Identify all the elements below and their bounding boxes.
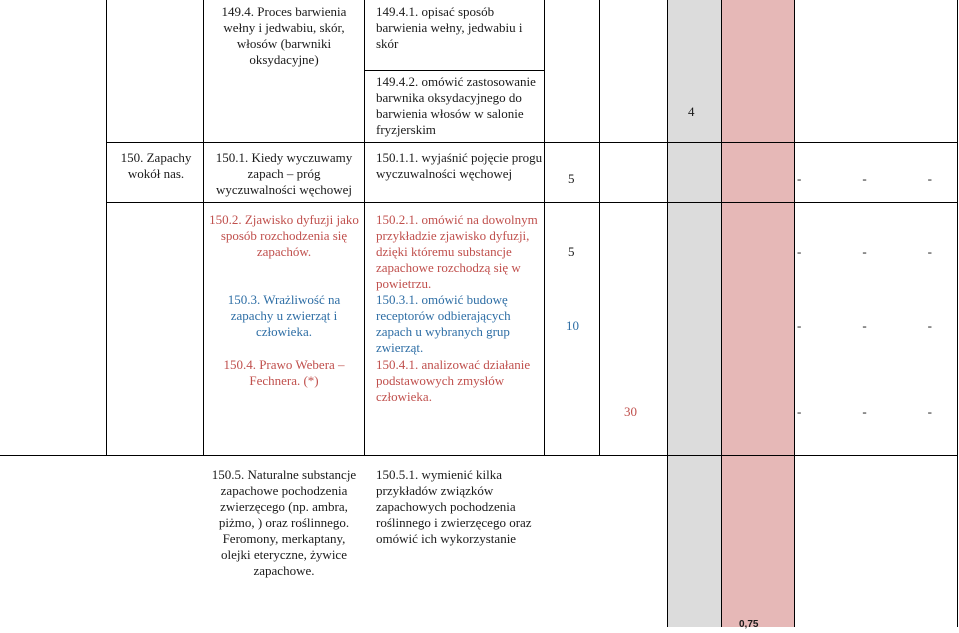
objective-cell [376, 292, 540, 356]
objective-cell [376, 357, 540, 405]
objective-cell [376, 74, 540, 138]
dash: - [862, 171, 867, 186]
dash: - [797, 171, 802, 186]
topic-text: 150.3. Wrażliwość na zapachy u zwierząt i człowieka. [227, 292, 341, 339]
objective-cell [376, 467, 540, 547]
dash-group [797, 244, 932, 260]
objective-cell [376, 150, 544, 182]
topic-text: 150.4. Prawo Webera – Fechnera. (*) [223, 357, 345, 388]
gray-column-bg [667, 0, 721, 627]
dash: - [797, 318, 802, 333]
objective-cell [376, 4, 540, 52]
dash: - [797, 244, 802, 259]
grid-vline [957, 0, 958, 627]
dash-group [797, 318, 932, 334]
topic-cell [207, 150, 361, 198]
grid-hline [106, 202, 958, 203]
grid-vline [721, 0, 722, 627]
grid-hline [0, 455, 958, 456]
grid-hline [364, 70, 545, 71]
hours-value: 10 [566, 318, 579, 333]
dash: - [927, 171, 932, 186]
topic-cell [207, 467, 361, 579]
hours-value: 5 [568, 171, 575, 186]
objective-text: 149.4.1. opisać sposób barwienia wełny, jedwabiu i skór [376, 4, 523, 51]
topic-cell [207, 4, 361, 68]
topic-cell [207, 357, 361, 389]
objective-text: 150.5.1. wymienić kilka przykładów związków zapachowych pochodzenia roślinnego i zwierzęcego oraz omówić ich wykorzystanie [376, 467, 532, 546]
hours-value: 30 [624, 404, 637, 419]
topic-cell [207, 292, 361, 340]
objective-text: 150.1.1. wyjaśnić pojęcie progu wyczuwalności węchowej [376, 150, 543, 181]
dash: - [862, 318, 867, 333]
grid-hline [106, 142, 958, 143]
grid-vline [364, 0, 365, 455]
objective-text: 150.2.1. omówić na dowolnym przykładzie zjawisko dyfuzji, dzięki któremu substancje zapachowe rozchodzą się w powietrzu. [376, 212, 538, 291]
objective-text: 150.4.1. analizować działanie podstawowych zmysłów człowieka. [376, 357, 531, 404]
grid-vline [794, 0, 795, 627]
footer-value: 0,75 [739, 619, 759, 630]
objective-cell [376, 212, 540, 292]
grid-vline [106, 0, 107, 455]
topic-text: 150.2. Zjawisko dyfuzji jako sposób rozchodzenia się zapachów. [209, 212, 359, 259]
grid-vline [203, 0, 204, 455]
hours-value: 4 [688, 104, 695, 119]
objective-text: 149.4.2. omówić zastosowanie barwnika oksydacyjnego do barwienia włosów w salonie fryzjerskim [376, 74, 536, 137]
dash: - [927, 244, 932, 259]
dash-group [797, 171, 932, 187]
topic-text: 150.1. Kiedy wyczuwamy zapach – próg wyczuwalności węchowej [215, 150, 353, 197]
dash-group [797, 404, 932, 420]
topic-cell [207, 212, 361, 260]
objective-text: 150.3.1. omówić budowę receptorów odbierających zapach u wybranych grup zwierząt. [376, 292, 511, 355]
topic-text: 149.4. Proces barwienia wełny i jedwabiu, skór, włosów (barwniki oksydacyjne) [221, 4, 347, 67]
dash: - [797, 404, 802, 419]
dash: - [862, 404, 867, 419]
dash: - [927, 318, 932, 333]
grid-vline [544, 0, 545, 455]
section-cell [110, 150, 202, 182]
dash: - [862, 244, 867, 259]
grid-vline [599, 0, 600, 455]
topic-text: 150.5. Naturalne substancje zapachowe pochodzenia zwierzęcego (np. ambra, piżmo, ) oraz roślinnego. Feromony, merkaptany, olejki eteryczne, żywice zapachowe. [211, 467, 357, 578]
grid-vline [667, 0, 668, 627]
hours-value: 5 [568, 244, 575, 259]
dash: - [927, 404, 932, 419]
pink-column-bg [721, 0, 794, 627]
section-title: 150. Zapachy wokół nas. [120, 150, 192, 181]
